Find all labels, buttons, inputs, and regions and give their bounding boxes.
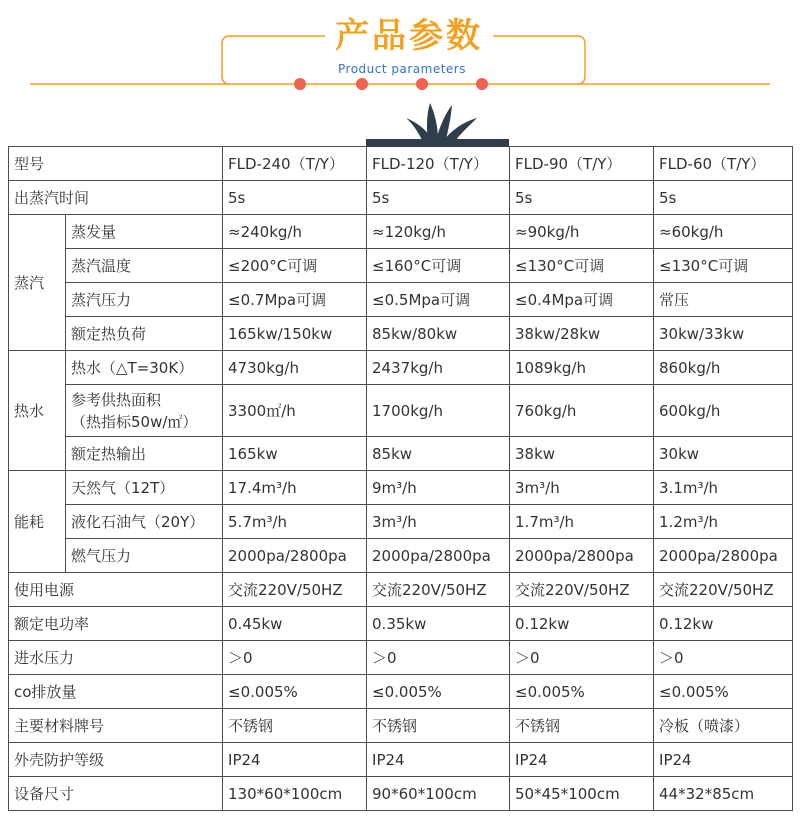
table-cell: ≤130°C可调 (510, 249, 654, 283)
group-label-energy: 能耗 (9, 471, 66, 573)
table-cell: 0.35kw (367, 607, 510, 641)
table-cell: 3.1m³/h (654, 471, 793, 505)
table-cell: 5s (654, 181, 793, 215)
model-name-cell: FLD-120（T/Y） (367, 147, 510, 181)
table-cell: IP24 (654, 743, 793, 777)
decor-dot (476, 78, 488, 90)
spec-table (8, 146, 793, 811)
table-cell: 165kw (223, 437, 367, 471)
row-label: 蒸汽压力 (66, 283, 223, 317)
section-subtitle: Product parameters (338, 62, 466, 76)
row-label: 液化石油气（20Y） (66, 505, 223, 539)
table-cell: 85kw (367, 437, 510, 471)
table-cell: 9m³/h (367, 471, 510, 505)
row-label: 额定热输出 (66, 437, 223, 471)
table-cell: 交流220V/50HZ (367, 573, 510, 607)
table-cell: 760kg/h (510, 385, 654, 437)
row-label-note: （热指标50w/㎡） (71, 412, 198, 431)
table-cell: 30kw (654, 437, 793, 471)
table-cell: ≤0.005% (223, 675, 367, 709)
table-cell: 2437kg/h (367, 351, 510, 385)
table-cell: 1700kg/h (367, 385, 510, 437)
table-cell: 90*60*100cm (367, 777, 510, 811)
table-row-model (9, 147, 793, 181)
table-row (9, 607, 793, 641)
table-cell: ≤130°C可调 (654, 249, 793, 283)
table-row (9, 437, 793, 471)
row-label: 蒸发量 (66, 215, 223, 249)
decor-dot (294, 78, 306, 90)
row-label-main: 参考供热面积 (71, 390, 162, 409)
table-cell: 17.4m³/h (223, 471, 367, 505)
row-label: 使用电源 (9, 573, 223, 607)
row-label: 天然气（12T） (66, 471, 223, 505)
table-cell: 5s (510, 181, 654, 215)
model-name-cell: FLD-90（T/Y） (510, 147, 654, 181)
group-label-hot-water: 热水 (9, 351, 66, 471)
model-name-cell: FLD-60（T/Y） (654, 147, 793, 181)
table-cell: 冷板（喷漆） (654, 709, 793, 743)
row-label (66, 385, 223, 437)
table-row (9, 249, 793, 283)
table-cell: 交流220V/50HZ (223, 573, 367, 607)
row-label: 出蒸汽时间 (9, 181, 223, 215)
model-name-cell: FLD-240（T/Y） (223, 147, 367, 181)
table-cell: ≈120kg/h (367, 215, 510, 249)
table-cell: 5s (367, 181, 510, 215)
table-cell: 30kw/33kw (654, 317, 793, 351)
table-cell: ≤0.7Mpa可调 (223, 283, 367, 317)
table-cell: 0.12kw (654, 607, 793, 641)
table-cell: 3m³/h (367, 505, 510, 539)
table-row (9, 505, 793, 539)
table-cell: ≤0.5Mpa可调 (367, 283, 510, 317)
table-cell: 2000pa/2800pa (510, 539, 654, 573)
table-cell: 38kw/28kw (510, 317, 654, 351)
row-label: 设备尺寸 (9, 777, 223, 811)
table-cell: 不锈钢 (223, 709, 367, 743)
table-row (9, 743, 793, 777)
table-row (9, 181, 793, 215)
table-cell: ≤0.005% (510, 675, 654, 709)
table-cell: ≤0.005% (654, 675, 793, 709)
table-cell: ≈240kg/h (223, 215, 367, 249)
table-cell: 2000pa/2800pa (367, 539, 510, 573)
decor-dot (356, 78, 368, 90)
table-row (9, 641, 793, 675)
table-cell: 不锈钢 (510, 709, 654, 743)
table-cell: 5.7m³/h (223, 505, 367, 539)
table-row (9, 709, 793, 743)
row-label: 主要材料牌号 (9, 709, 223, 743)
table-cell: 交流220V/50HZ (510, 573, 654, 607)
sprout-leaves-icon (360, 98, 516, 150)
table-cell: ≈90kg/h (510, 215, 654, 249)
table-cell: 600kg/h (654, 385, 793, 437)
table-row (9, 675, 793, 709)
table-cell: 1.7m³/h (510, 505, 654, 539)
row-label: 额定热负荷 (66, 317, 223, 351)
row-label: 型号 (9, 147, 223, 181)
table-cell: 50*45*100cm (510, 777, 654, 811)
table-cell: 2000pa/2800pa (654, 539, 793, 573)
table-cell: IP24 (510, 743, 654, 777)
row-label: 进水压力 (9, 641, 223, 675)
table-cell: 1089kg/h (510, 351, 654, 385)
table-cell: IP24 (223, 743, 367, 777)
section-title: 产品参数 (335, 16, 483, 56)
row-label: 外壳防护等级 (9, 743, 223, 777)
table-row (9, 539, 793, 573)
row-label: 燃气压力 (66, 539, 223, 573)
table-row (9, 471, 793, 505)
table-cell: 常压 (654, 283, 793, 317)
table-row (9, 777, 793, 811)
table-cell: 3m³/h (510, 471, 654, 505)
decor-dot (416, 78, 428, 90)
table-row (9, 283, 793, 317)
table-cell: 1.2m³/h (654, 505, 793, 539)
table-row (9, 317, 793, 351)
table-cell: 5s (223, 181, 367, 215)
table-cell: ≤200°C可调 (223, 249, 367, 283)
table-cell: IP24 (367, 743, 510, 777)
row-label: 蒸汽温度 (66, 249, 223, 283)
row-label: 额定电功率 (9, 607, 223, 641)
table-cell: ≤0.4Mpa可调 (510, 283, 654, 317)
row-label: 热水（△T=30K） (66, 351, 223, 385)
row-label: co排放量 (9, 675, 223, 709)
table-row (9, 215, 793, 249)
table-cell: 85kw/80kw (367, 317, 510, 351)
table-cell: ≈60kg/h (654, 215, 793, 249)
table-cell: ＞0 (367, 641, 510, 675)
table-cell: 44*32*85cm (654, 777, 793, 811)
table-cell: 3300㎡/h (223, 385, 367, 437)
table-cell: 0.12kw (510, 607, 654, 641)
table-cell: 交流220V/50HZ (654, 573, 793, 607)
leaf-shape (427, 103, 438, 140)
table-cell: 860kg/h (654, 351, 793, 385)
table-row (9, 573, 793, 607)
table-cell: ＞0 (654, 641, 793, 675)
table-cell: ≤0.005% (367, 675, 510, 709)
logo-base-bar (366, 139, 509, 147)
table-cell: 不锈钢 (367, 709, 510, 743)
group-label-steam: 蒸汽 (9, 215, 66, 351)
table-cell: 130*60*100cm (223, 777, 367, 811)
table-cell: ＞0 (510, 641, 654, 675)
table-row (9, 385, 793, 437)
table-row (9, 351, 793, 385)
table-cell: ≤160°C可调 (367, 249, 510, 283)
table-cell: 165kw/150kw (223, 317, 367, 351)
table-cell: 0.45kw (223, 607, 367, 641)
table-cell: ＞0 (223, 641, 367, 675)
table-cell: 38kw (510, 437, 654, 471)
table-cell: 4730kg/h (223, 351, 367, 385)
table-cell: 2000pa/2800pa (223, 539, 367, 573)
